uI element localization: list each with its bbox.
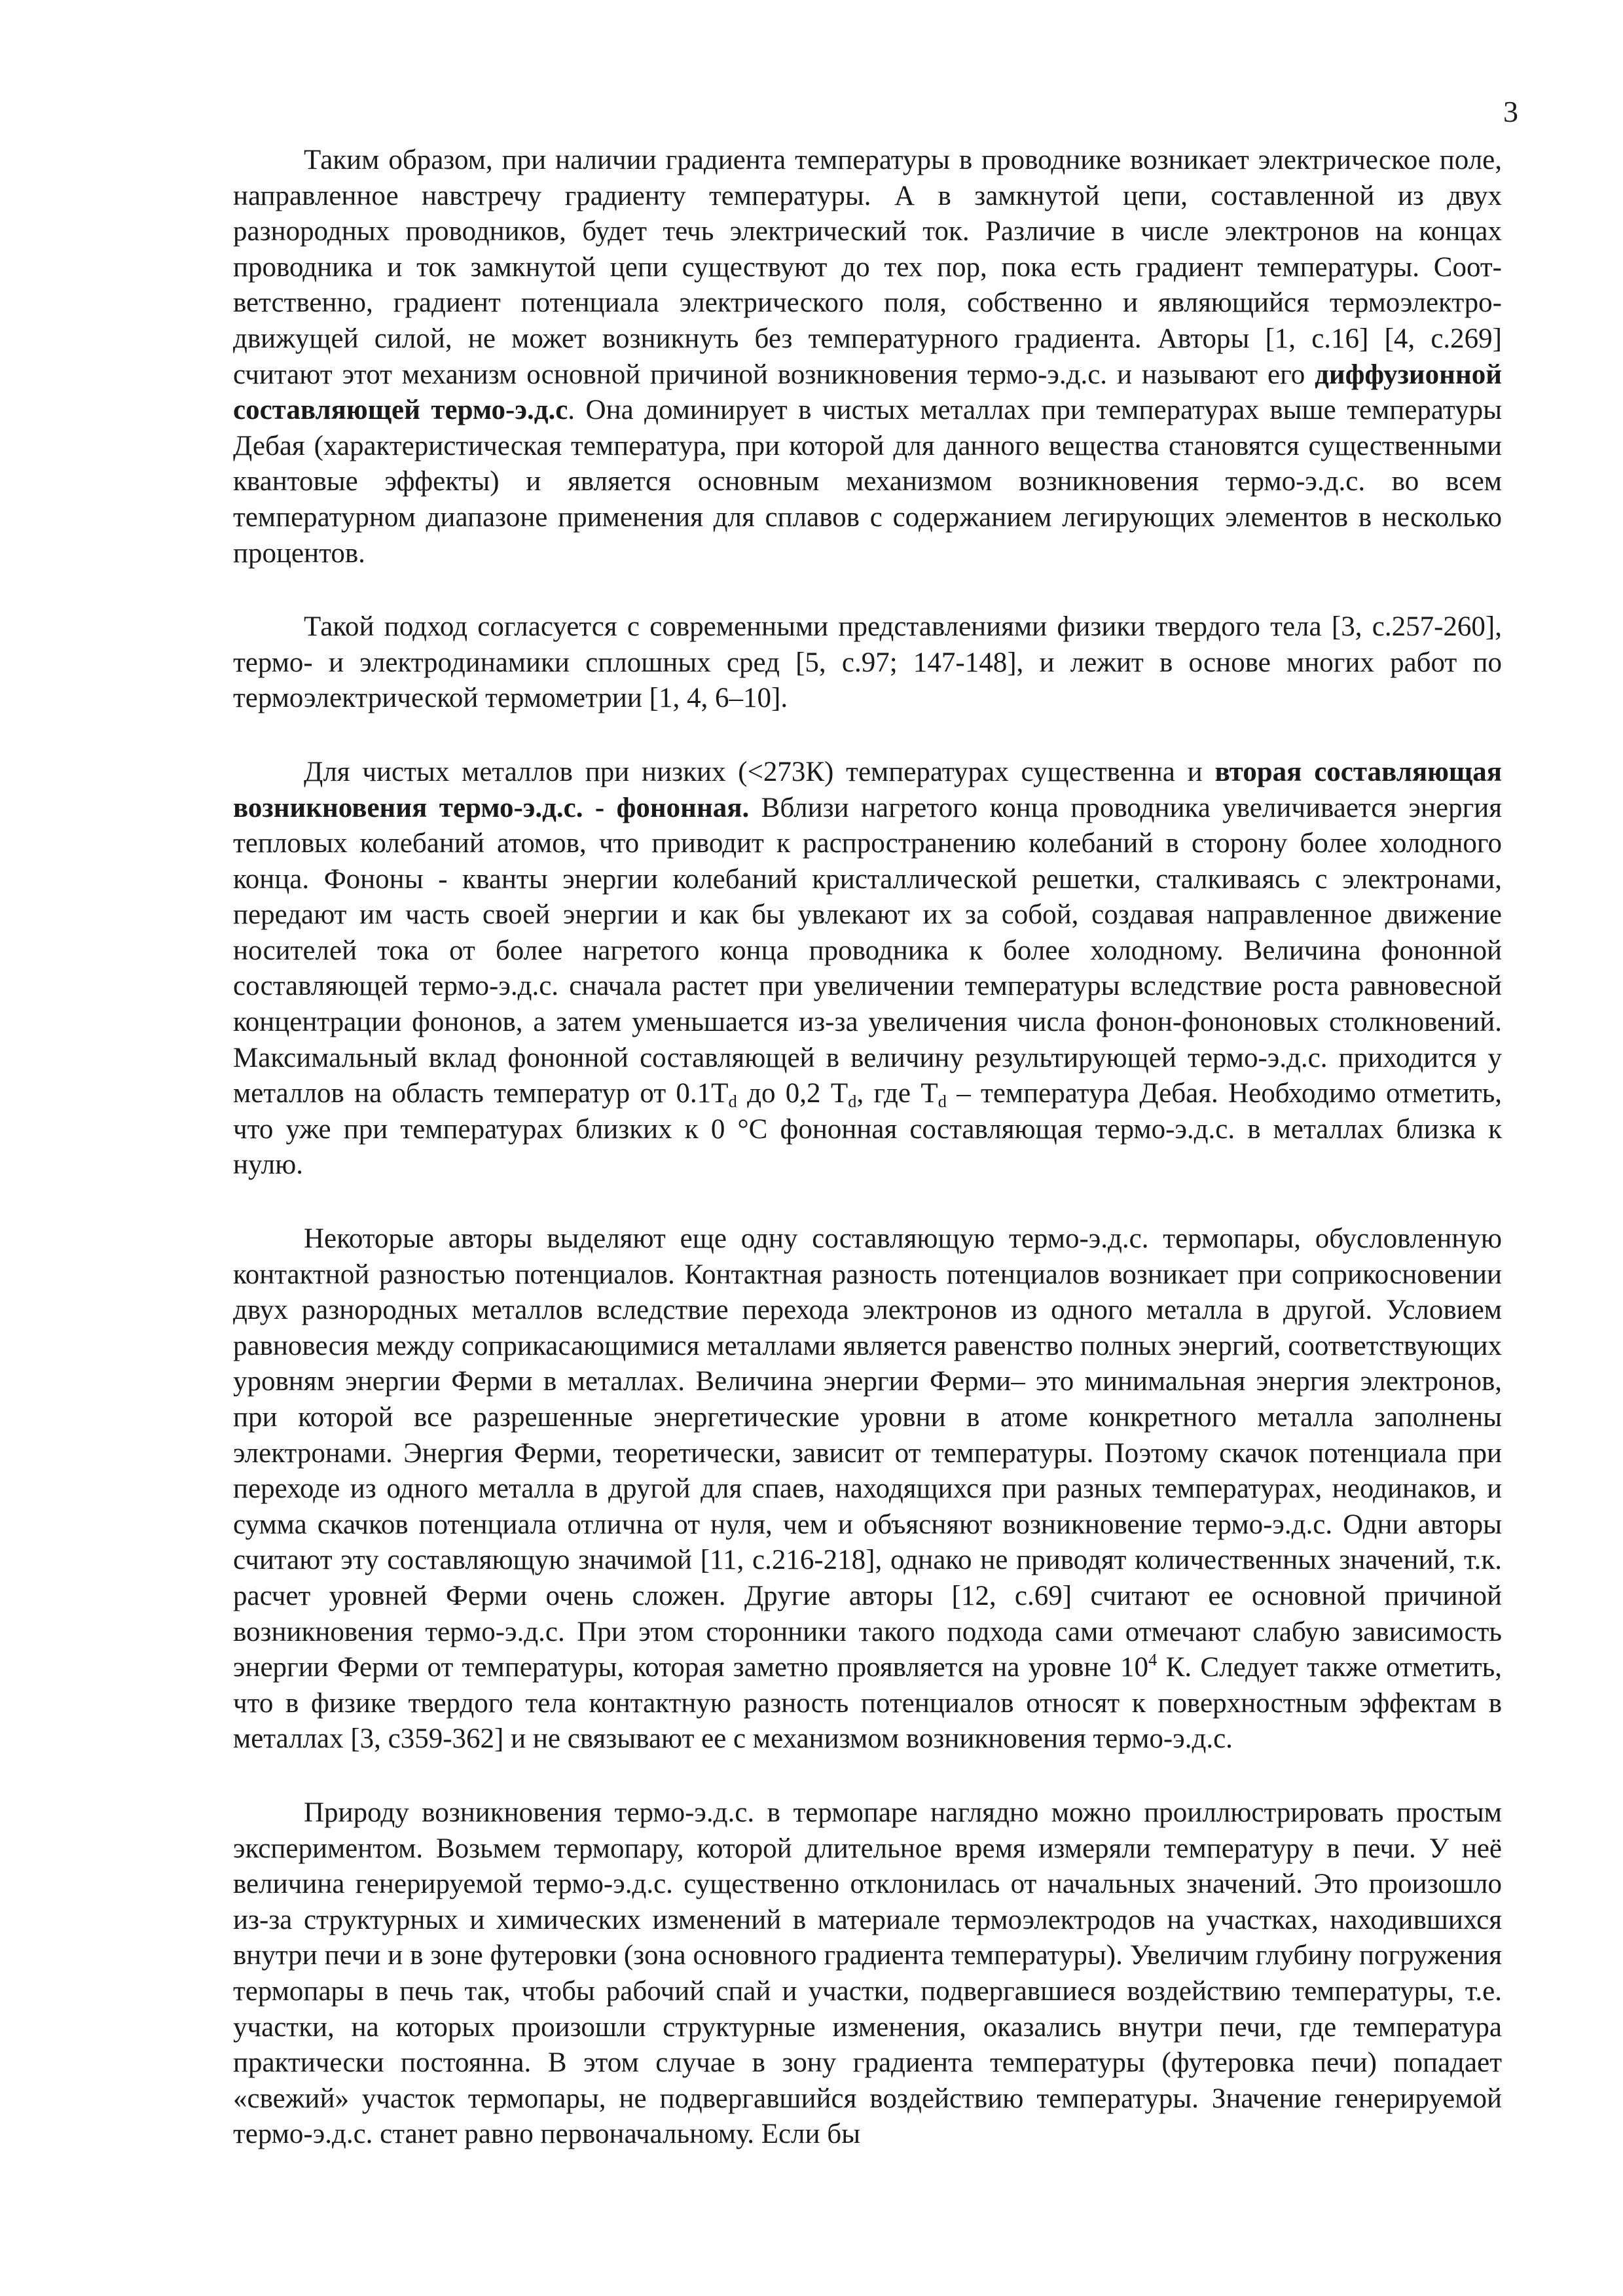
paragraph [233,1221,1502,1757]
text-run: Вблизи нагретого конца проводника увеличивается энергия тепловых колебаний атомов, что приводит к распространению колебаний в сторону более холодного конца. Фононы - кванты энергии колебаний кристаллической решетки, сталкиваясь с электронами, передают им часть своей энергии и как бы увлекают их за собой, создавая направленное движение носителей тока от более нагретого конца проводника к более холодному. Величина фононной составляющей термо-э.д.с. сначала растет при увеличении температуры вследствие роста равновесной концентрации фононов, а затем уменьшается из-за увеличения числа фонон-фононовых столкновений. Максимальный вклад фононной составляющей в величину результирующей термо-э.д.с. приходится у металлов на область температур от 0.1T [233,792,1502,1109]
paragraph [233,1795,1502,2153]
text-run: Природу возникновения термо-э.д.с. в термопаре наглядно можно проиллюстрировать простым экспериментом. Возьмем термопару, которой длительное время измеряли температуру в печи. У неё величина генерируемой термо-э.д.с. существенно отклонилась от начальных значений. Это произошло из-за структурных и химических изменений в материале термоэлектродов на участках, находившихся внутри печи и в зоне футеровки (зона основного градиента температуры). Увеличим глубину погружения термопары в печь так, чтобы рабочий спай и участки, подвергавшиеся воздействию температуры, т.е. участки, на которых произошли структурные изменения, оказались внутри печи, где температура практически постоянна. В этом случае в зону градиента температуры (футеровка печи) попадает «свежий» участок термопары, не подвергавшийся воздействию температуры. Значение генерируемой термо-э.д.с. станет равно первоначальному. Если бы [233,1797,1502,2150]
superscript: 4 [1148,1649,1158,1670]
text-run: до 0,2 T [737,1078,848,1109]
document-body [233,143,1502,2153]
paragraph [233,609,1502,717]
text-run: К. Следует также отметить, что в физике твердого тела контактную разность потенциалов относят к поверхностным эффектам в металлах [3, с359-362] и не связывают ее с механизмом возникновения термо-э.д.с. [233,1652,1502,1755]
text-run: Таким образом, при наличии градиента температуры в проводнике возникает электрическое поле, направленное навстречу градиенту температуры. А в замкнутой цепи, составленной из двух разнородных проводников, будет течь электрический ток. Различие в числе электронов на концах проводника и ток замкнутой цепи существуют до тех пор, пока есть градиент температуры. Соответственно, градиент потенциала электрического поля, собственно и являющийся термоэлектродвижущей силой, не может возникнуть без температурного градиента. Авторы [1, с.16] [4, с.269] считают этот механизм основной причиной возникновения термо-э.д.с. и называют его [233,145,1502,390]
page-number: 3 [1503,95,1518,128]
subscript: d [848,1091,857,1111]
paragraph [233,755,1502,1183]
text-run: . Она доминирует в чистых металлах при температурах выше температуры Дебая (характеристическая температура, при которой для данного вещества становятся существенными квантовые эффекты) и является основным механизмом возникновения термо-э.д.с. во всем температурном диапазоне применения для сплавов с содержанием легирующих элементов в несколько процентов. [233,395,1502,569]
subscript: d [938,1091,947,1111]
text-run: Некоторые авторы выделяют еще одну составляющую термо-э.д.с. термопары, обусловленную контактной разностью потенциалов. Контактная разность потенциалов возникает при соприкосновении двух разнородных металлов вследствие перехода электронов из одного металла в другой. Условием равновесия между соприкасающимися металлами является равенство полных энергий, соответствующих уровням энергии Ферми в металлах. Величина энергии Ферми– это минимальная энергия электронов, при которой все разрешенные энергетические уровни в атоме конкретного металла заполнены электронами. Энергия Ферми, теоретически, зависит от температуры. Поэтому скачок потенциала при переходе из одного металла в другой для спаев, находящихся при разных температурах, неодинаков, и сумма скачков потенциала отлична от нуля, чем и объясняют возникновение термо-э.д.с. Одни авторы считают эту составляющую значимой [11, с.216-218], однако не приводят количественных значений, т.к. расчет уровней Ферми очень сложен. Другие авторы [12, с.69] считают ее основной причиной возникновения термо-э.д.с. При этом сторонники такого подхода сами отмечают слабую зависимость энергии Ферми от температуры, которая заметно проявляется на уровне 10 [233,1223,1502,1683]
bold-term: вторая составляющая возникновения термо-э.д.с. - фононная. [233,756,1503,823]
subscript: d [728,1091,737,1111]
text-run: , где T [856,1078,938,1109]
paragraph [233,143,1502,571]
text-run: Для чистых металлов при низких (<273К) температурах существенна и [304,756,1215,787]
bold-term: диффузионной составляющей термо-э.д.с [233,359,1502,426]
text-run: Такой подход согласуется с современными представлениями физики твердого тела [3, с.257-260], термо- и электродинамики сплошных сред [5, с.97; 147-148], и лежит в основе многих работ по термоэлектрической термометрии [1, 4, 6–10]. [233,611,1502,714]
text-run: – температура Дебая. Необходимо отметить, что уже при температурах близких к 0 °C фононная составляющая термо-э.д.с. в металлах близка к нулю. [233,1078,1502,1181]
